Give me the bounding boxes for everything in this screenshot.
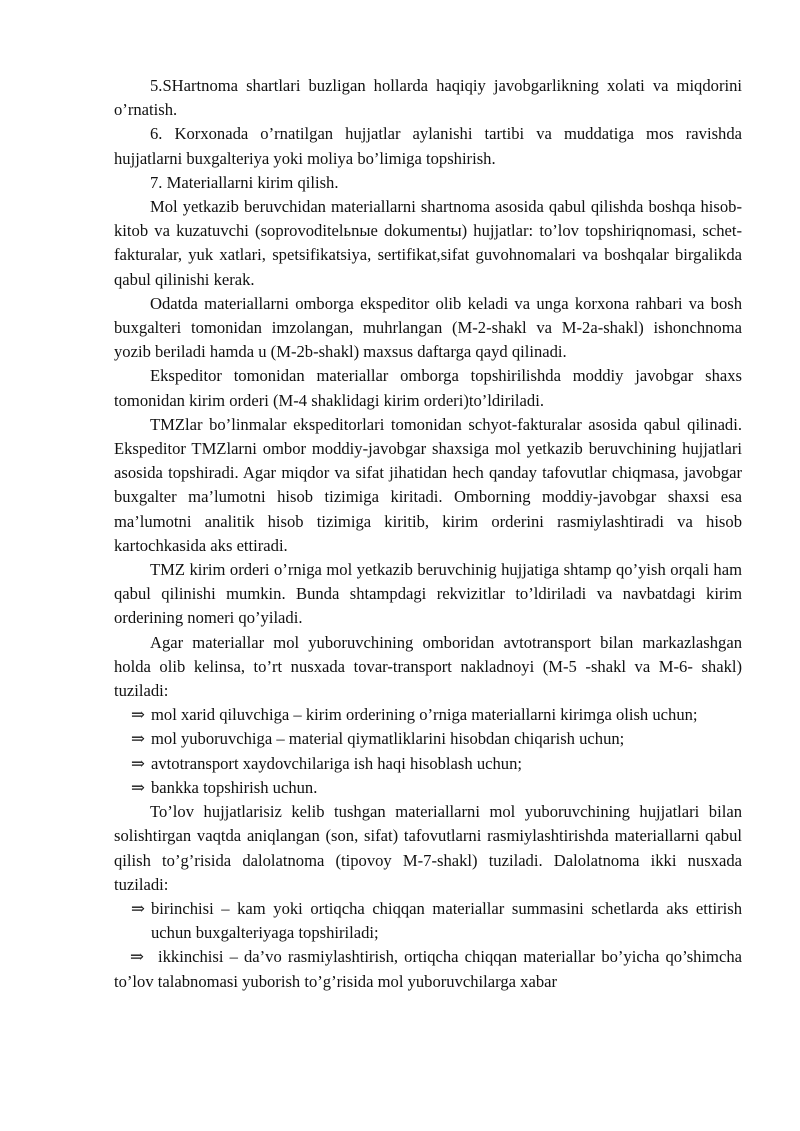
list-item-text: ikkinchisi – da’vo rasmiylashtirish, ortiqcha chiqqan materiallar bo’yicha qo’shimcha to’lov talabnomasi yuborish to’g’risida mol yuboruvchilarga xabar — [114, 947, 742, 991]
list-item-text: mol yuboruvchiga – material qiymatliklarini hisobdan chiqarish uchun; — [151, 729, 625, 749]
paragraph-stamp: TMZ kirim orderi o’rniga mol yetkazib beruvchinig hujjatiga shtamp qo’yish orqali ham qabul qilinishi mumkin. Bunda shtampdagi rekvizitlar to’ldiriladi va navbatdagi kirim orderining nomeri qo’yiladi. — [114, 560, 742, 628]
paragraph-7-heading: 7. Materiallarni kirim qilish. — [150, 172, 339, 192]
paragraph-expeditor-power-of-attorney: Odatda materiallarni omborga ekspeditor olib keladi va unga korxona rahbari va bosh buxgalteri tomonidan imzolangan, muhrlangan (M-2-shakl va M-2a-shakl) ishonchnoma yozib beriladi hamda u (M-2b-shakl) maxsus daftarga qayd qilinadi. — [114, 293, 742, 362]
arrow-icon: ⇒ — [130, 947, 144, 967]
arrow-icon: ⇒ — [131, 898, 145, 918]
list-item — [114, 727, 742, 751]
list-item — [114, 703, 742, 727]
paragraph-acceptance-act: To’lov hujjatlarisiz kelib tushgan materiallarni mol yuboruvchining hujjatlari bilan solishtirgan vaqtda aniqlangan (son, sifat) tafovutlarni rasmiylashtirishda materiallarni qabul qilish to’g’risida dalolatnoma (tipovoy M-7-shakl) tuziladi. Dalolatnoma ikki nusxada tuziladi: — [114, 802, 742, 894]
arrow-icon: ⇒ — [131, 705, 145, 725]
list-item-text: mol xarid qiluvchiga – kirim orderining o’rniga materiallarni kirimga olish uchun; — [151, 705, 698, 725]
paragraph-supplier-documents: Mol yetkazib beruvchidan materiallarni shartnoma asosida qabul qilishda boshqa hisob-kitob va kuzatuvchi (soprovoditelьnыe dokumentы) hujjatlar: to’lov topshiriqnomasi, schet-fakturalar, yuk xatlari, spetsifikatsiya, sertifikat,sifat guvohnomalari va boshqalar birgalikda qabul qilinishi kerak. — [114, 197, 742, 289]
paragraph-autotransport: Agar materiallar mol yuboruvchining omboridan avtotransport bilan markazlashgan holda olib kelinsa, to’rt nusxada tovar-transport nakladnoyi (M-5 -shakl va M-6- shakl) tuziladi: — [114, 632, 742, 701]
arrow-icon: ⇒ — [131, 753, 145, 773]
list-item — [114, 776, 742, 800]
paragraph-6: 6. Korxonada o’rnatilgan hujjatlar aylanishi tartibi va muddatiga mos ravishda hujjatlarni buxgalteriya yoki moliya bo’limiga topshirish. — [114, 124, 742, 168]
list-item — [114, 945, 742, 993]
list-item — [114, 897, 742, 945]
paragraph-5: 5.SHartnoma shartlari buzligan hollarda haqiqiy javobgarlikning xolati va miqdorini o’rnatish. — [114, 76, 742, 120]
list-item-text: avtotransport xaydovchilariga ish haqi hisoblash uchun; — [151, 753, 522, 773]
list-item — [114, 752, 742, 776]
paragraph-tmz-acceptance: TMZlar bo’linmalar ekspeditorlari tomonidan schyot-fakturalar asosida qabul qilinadi. Ekspeditor TMZlarni ombor moddiy-javobgar shaxsiga mol yetkazib beruvchining hujjatlari asosida topshiradi. Agar miqdor va sifat jihatidan hech qanday tafovutlar chiqmasa, javobgar buxgalter ma’lumotni hisob tizimiga kiritadi. Omborning moddiy-javobgar shaxsi esa ma’lumotni analitik hisob tizimiga kiritib, kirim orderini rasmiylashtiradi va hisob kartochkasida aks ettiradi. — [114, 414, 742, 555]
list-item-text: birinchisi – kam yoki ortiqcha chiqqan materiallar summasini schetlarda aks ettirish uchun buxgalteriyaga topshiriladi; — [151, 898, 742, 943]
arrow-icon: ⇒ — [131, 777, 145, 797]
paragraph-receipt-order: Ekspeditor tomonidan materiallar omborga topshirilishda moddiy javobgar shaxs tomonidan kirim orderi (M-4 shaklidagi kirim orderi)to’ldiriladi. — [114, 366, 742, 410]
arrow-icon: ⇒ — [131, 729, 145, 749]
document-page — [114, 74, 742, 994]
list-item-text: bankka topshirish uchun. — [151, 777, 318, 797]
